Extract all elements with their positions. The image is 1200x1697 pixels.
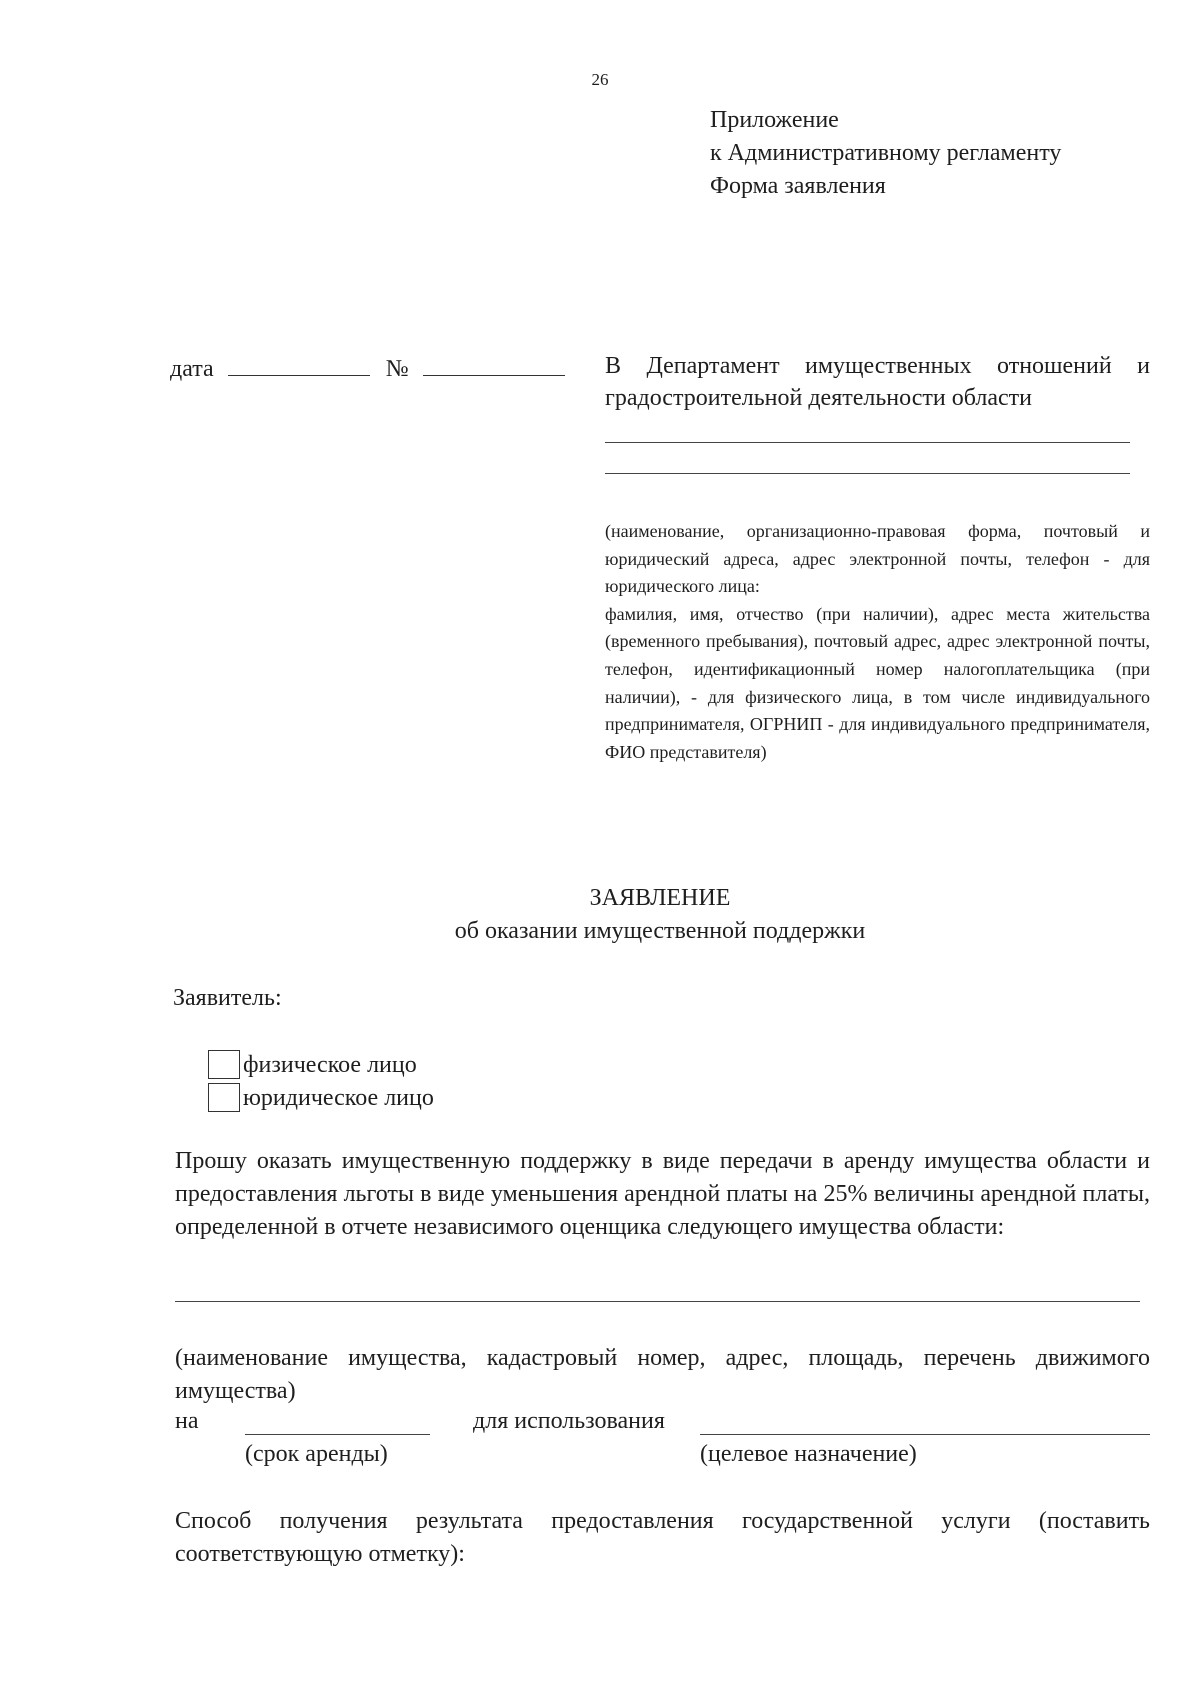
applicant-hint-individual: фамилия, имя, отчество (при наличии), адрес места жительства (временного пребывания), почтовый адрес, адрес электронной почты, телефон, идентификационный номер налогоплательщика (при наличии), - для физического лица, в том числе индивидуального предпринимателя, ОГРНИП - для индивидуального предпринимателя, ФИО представителя) bbox=[605, 603, 1150, 762]
property-line[interactable] bbox=[175, 1301, 1140, 1302]
applicant-label: Заявитель: bbox=[173, 985, 282, 1011]
result-method-paragraph: Способ получения результата предоставления государственной услуги (поставить соответствующую отметку): bbox=[175, 1508, 1150, 1567]
property-hint: (наименование имущества, кадастровый номер, адрес, площадь, перечень движимого имущества) bbox=[175, 1345, 1150, 1404]
addressee: В Департамент имущественных отношений и градостроительной деятельности области bbox=[605, 353, 1150, 411]
applicant-hint-legal: (наименование, организационно-правовая форма, почтовый и юридический адреса, адрес электронной почты, телефон - для юридического лица: bbox=[605, 521, 1150, 597]
applicant-line-1[interactable] bbox=[605, 442, 1130, 443]
appendix-line-1: Приложение bbox=[710, 107, 839, 133]
applicant-hint bbox=[605, 518, 1150, 766]
appendix-line-2: к Административному регламенту bbox=[710, 140, 1062, 166]
page-number: 26 bbox=[591, 70, 609, 89]
individual-option-label: физическое лицо bbox=[243, 1052, 417, 1078]
use-label: для использования bbox=[473, 1408, 665, 1434]
number-label: № bbox=[385, 356, 409, 382]
legal-entity-checkbox[interactable] bbox=[208, 1083, 240, 1112]
applicant-line-2[interactable] bbox=[605, 473, 1130, 474]
legal-entity-option-label: юридическое лицо bbox=[243, 1085, 434, 1111]
purpose-caption: (целевое назначение) bbox=[700, 1441, 917, 1467]
appendix-line-3: Форма заявления bbox=[710, 173, 886, 199]
document-title: ЗАЯВЛЕНИЕ bbox=[589, 885, 731, 911]
date-label: дата bbox=[170, 356, 214, 382]
individual-checkbox[interactable] bbox=[208, 1050, 240, 1079]
date-number-row bbox=[170, 356, 565, 383]
document-subtitle: об оказании имущественной поддержки bbox=[454, 918, 866, 944]
purpose-field[interactable] bbox=[700, 1434, 1150, 1435]
term-field[interactable] bbox=[245, 1434, 430, 1435]
number-field[interactable] bbox=[423, 374, 565, 376]
appendix-block bbox=[710, 104, 1061, 203]
term-on-label: на bbox=[175, 1408, 199, 1434]
date-field[interactable] bbox=[228, 374, 370, 376]
term-caption: (срок аренды) bbox=[245, 1441, 388, 1467]
request-paragraph: Прошу оказать имущественную поддержку в виде передачи в аренду имущества области и предоставления льготы в виде уменьшения арендной платы на 25% величины арендной платы, определенной в отчете независимого оценщика следующего имущества области: bbox=[175, 1148, 1150, 1240]
